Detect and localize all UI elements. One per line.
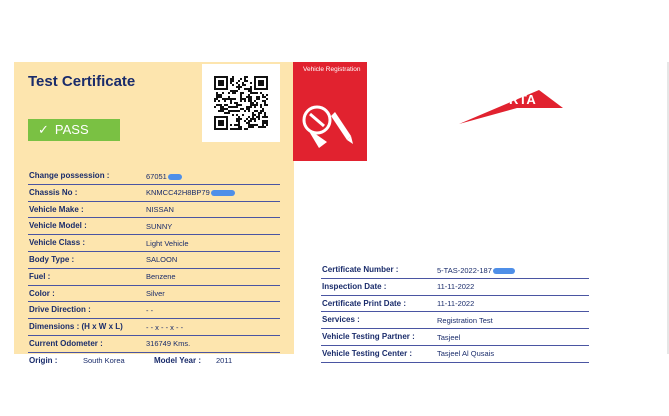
certificate-details-panel	[14, 62, 294, 366]
certificate-title: Test Certificate	[28, 73, 136, 90]
row-value: Light Vehicle	[146, 238, 189, 248]
redaction-mark	[211, 190, 235, 196]
certificate-info-table	[321, 262, 589, 363]
origin-label: Origin :	[29, 355, 58, 365]
table-row	[321, 329, 589, 346]
pass-label: PASS	[54, 122, 89, 137]
table-row	[28, 168, 280, 185]
row-value: KNMCC42H8BP79	[146, 188, 235, 197]
table-row	[321, 312, 589, 329]
row-label: Vehicle Testing Partner :	[322, 332, 415, 342]
model-year-label: Model Year :	[154, 355, 201, 365]
table-row	[28, 319, 280, 336]
row-value: SUNNY	[146, 221, 173, 231]
table-row	[28, 269, 280, 286]
row-label: Vehicle Model :	[29, 221, 87, 231]
table-row	[28, 202, 280, 219]
table-row	[321, 296, 589, 313]
row-value: Tasjeel	[437, 332, 461, 342]
row-label: Inspection Date :	[322, 281, 387, 291]
row-value: 316749 Kms.	[146, 339, 191, 349]
redaction-mark	[168, 174, 182, 180]
test-certificate	[14, 62, 669, 366]
table-row	[28, 185, 280, 202]
row-label: Vehicle Make :	[29, 204, 84, 214]
origin-row	[28, 353, 280, 369]
origin-value: South Korea	[83, 356, 125, 366]
row-label: Services :	[322, 315, 360, 325]
table-row	[28, 336, 280, 353]
check-icon: ✓	[38, 122, 49, 137]
table-row	[321, 262, 589, 279]
row-value: 67051	[146, 172, 182, 181]
row-value: 11-11-2022	[437, 282, 475, 292]
row-label: Body Type :	[29, 254, 75, 264]
qr-code	[202, 64, 280, 142]
row-value: 11-11-2022	[437, 299, 475, 309]
table-row	[321, 279, 589, 296]
row-label: Certificate Number :	[322, 265, 399, 274]
model-year-value: 2011	[216, 356, 233, 366]
row-value: SALOON	[146, 255, 178, 265]
row-label: Vehicle Testing Center :	[322, 348, 413, 358]
row-label: Change possession :	[29, 171, 110, 180]
row-value: Tasjeel Al Qusais	[437, 349, 495, 359]
vehicle-details-table	[28, 168, 280, 369]
pass-badge	[28, 119, 120, 141]
row-label: Drive Direction :	[29, 305, 91, 315]
redaction-mark	[493, 268, 515, 274]
table-row	[28, 302, 280, 319]
row-value: Silver	[146, 289, 165, 299]
row-value: 5-TAS-2022-187	[437, 266, 515, 275]
row-value: - - x - - x - -	[146, 322, 184, 332]
row-label: Chassis No :	[29, 187, 78, 197]
vehicle-registration-icon	[297, 96, 361, 156]
row-value: Benzene	[146, 272, 176, 282]
row-label: Color :	[29, 288, 55, 298]
table-row	[28, 235, 280, 252]
row-label: Vehicle Class :	[29, 238, 86, 248]
row-label: Current Odometer :	[29, 338, 103, 348]
row-label: Fuel :	[29, 271, 51, 281]
vehicle-registration-label: Vehicle Registration	[303, 66, 361, 73]
table-row	[28, 252, 280, 269]
row-label: Certificate Print Date :	[322, 298, 407, 308]
row-value: NISSAN	[146, 205, 174, 215]
row-label: Dimensions : (H x W x L)	[29, 322, 123, 332]
table-row	[28, 218, 280, 235]
rta-logo-text: RTA	[509, 92, 537, 107]
table-row	[28, 286, 280, 303]
vehicle-registration-tile	[293, 62, 367, 161]
row-value: - -	[146, 305, 154, 315]
table-row	[321, 346, 589, 363]
row-value: Registration Test	[437, 315, 493, 325]
